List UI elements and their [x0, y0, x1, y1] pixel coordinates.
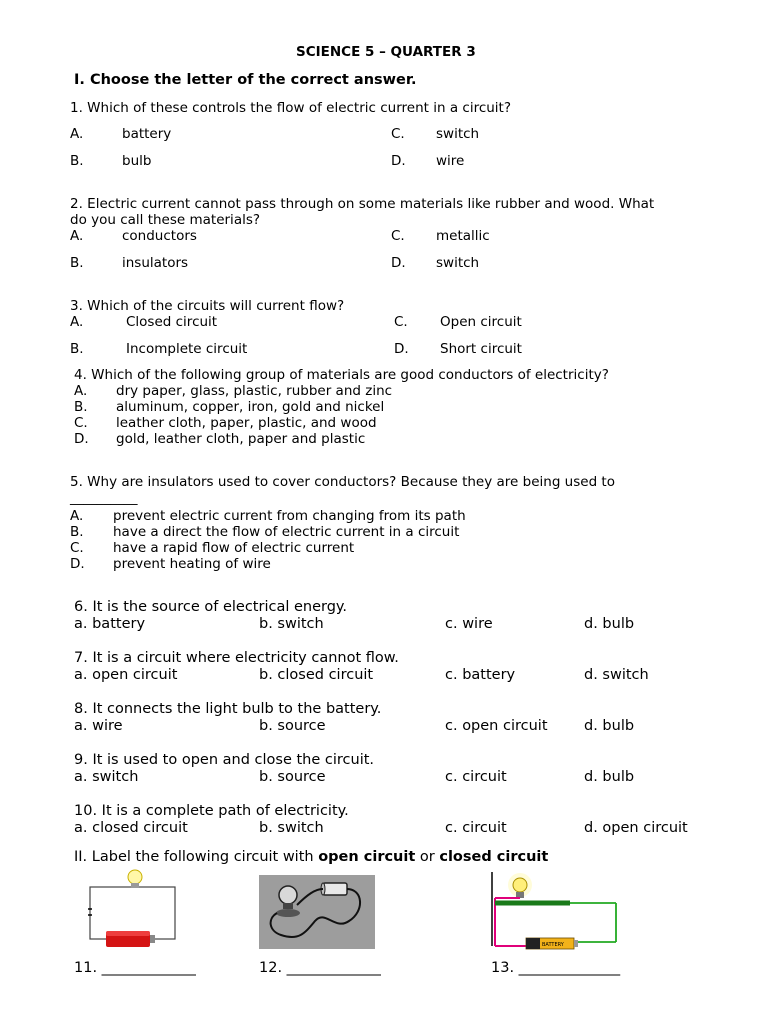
q4-option-b-text: aluminum, copper, iron, gold and nickel [116, 399, 385, 415]
q9-option-a: a. switch [74, 769, 139, 785]
part2-instruction: II. Label the following circuit with open circuit or closed circuit [74, 849, 549, 865]
q7-question: 7. It is a circuit where electricity cannot flow. [74, 650, 399, 666]
battery-icon [106, 931, 155, 947]
q5-option-d-letter: D. [70, 556, 85, 572]
q1-option-d-text: wire [436, 153, 465, 169]
answer-blank-13[interactable]: 13. ______________ [491, 960, 621, 976]
q4-option-a-text: dry paper, glass, plastic, rubber and zinc [116, 383, 393, 399]
q5-option-c-letter: C. [70, 540, 84, 556]
battery-label: BATTERY [542, 942, 564, 948]
answer-blank-11[interactable]: 11. _____________ [74, 960, 196, 976]
q3-option-c-text: Open circuit [440, 314, 522, 330]
q2-option-a-text: conductors [122, 228, 197, 244]
q10-option-a: a. closed circuit [74, 820, 188, 836]
part1-heading: I. Choose the letter of the correct answer. [74, 72, 417, 88]
q9-option-c: c. circuit [445, 769, 507, 785]
q5-option-a-text: prevent electric current from changing from its path [113, 508, 466, 524]
q6-option-a: a. battery [74, 616, 146, 632]
q6-question: 6. It is the source of electrical energy. [74, 599, 348, 615]
circuit-figure-2 [259, 875, 375, 949]
q2-option-a-letter: A. [70, 228, 84, 244]
q5-option-a-letter: A. [70, 508, 84, 524]
q10-option-b: b. switch [259, 820, 324, 836]
battery-icon [321, 883, 347, 895]
q10-option-d: d. open circuit [584, 820, 688, 836]
q2-question-line1: 2. Electric current cannot pass through on some materials like rubber and wood. What [70, 196, 655, 212]
q7-option-b: b. closed circuit [259, 667, 374, 683]
q3-option-c-letter: C. [394, 314, 408, 330]
circuit-figure-3 [490, 870, 620, 950]
q1-question: 1. Which of these controls the flow of electric current in a circuit? [70, 100, 512, 116]
q8-option-b: b. source [259, 718, 326, 734]
q4-option-b-letter: B. [74, 399, 88, 415]
q10-question: 10. It is a complete path of electricity. [74, 803, 349, 819]
q1-option-c-text: switch [436, 126, 480, 142]
q1-option-b-text: bulb [122, 153, 152, 169]
q2-option-c-text: metallic [436, 228, 490, 244]
q2-option-c-letter: C. [391, 228, 405, 244]
q4-option-d-text: gold, leather cloth, paper and plastic [116, 431, 366, 447]
q6-option-d: d. bulb [584, 616, 635, 632]
q3-option-a-letter: A. [70, 314, 84, 330]
q5-option-b-letter: B. [70, 524, 84, 540]
q3-question: 3. Which of the circuits will current flow? [70, 298, 345, 314]
q1-option-c-letter: C. [391, 126, 405, 142]
q10-option-c: c. circuit [445, 820, 507, 836]
bulb-icon [128, 870, 142, 888]
q8-option-c: c. open circuit [445, 718, 548, 734]
q1-option-d-letter: D. [391, 153, 406, 169]
q8-question: 8. It connects the light bulb to the battery. [74, 701, 382, 717]
q3-option-d-letter: D. [394, 341, 409, 357]
q3-option-a-text: Closed circuit [126, 314, 218, 330]
q6-option-b: b. switch [259, 616, 324, 632]
q9-question: 9. It is used to open and close the circuit. [74, 752, 375, 768]
q1-option-a-letter: A. [70, 126, 84, 142]
q2-option-b-text: insulators [122, 255, 189, 271]
q8-option-d: d. bulb [584, 718, 635, 734]
q5-question: 5. Why are insulators used to cover conductors? Because they are being used to [70, 474, 615, 490]
q1-option-b-letter: B. [70, 153, 84, 169]
q5-answer-blank: __________ [70, 490, 138, 506]
q9-option-d: d. bulb [584, 769, 635, 785]
battery-icon [526, 938, 578, 949]
q7-option-d: d. switch [584, 667, 649, 683]
q2-option-d-text: switch [436, 255, 480, 271]
q4-option-d-letter: D. [74, 431, 89, 447]
q7-option-c: c. battery [445, 667, 516, 683]
answer-blank-12[interactable]: 12. _____________ [259, 960, 381, 976]
q3-option-d-text: Short circuit [440, 341, 522, 357]
q6-option-c: c. wire [445, 616, 493, 632]
q5-option-b-text: have a direct the flow of electric current in a circuit [113, 524, 460, 540]
q2-question-line2: do you call these materials? [70, 212, 261, 228]
q4-option-c-letter: C. [74, 415, 88, 431]
q8-option-a: a. wire [74, 718, 123, 734]
q2-option-d-letter: D. [391, 255, 406, 271]
q4-option-a-letter: A. [74, 383, 88, 399]
q4-question: 4. Which of the following group of materials are good conductors of electricity? [74, 367, 609, 383]
page-title: SCIENCE 5 – QUARTER 3 [296, 44, 476, 60]
q9-option-b: b. source [259, 769, 326, 785]
q4-option-c-text: leather cloth, paper, plastic, and wood [116, 415, 377, 431]
q1-option-a-text: battery [122, 126, 172, 142]
q3-option-b-letter: B. [70, 341, 84, 357]
q2-option-b-letter: B. [70, 255, 84, 271]
q5-option-c-text: have a rapid flow of electric current [113, 540, 355, 556]
q5-option-d-text: prevent heating of wire [113, 556, 271, 572]
circuit-figure-1 [82, 867, 182, 953]
bulb-icon [508, 873, 532, 898]
q3-option-b-text: Incomplete circuit [126, 341, 248, 357]
q7-option-a: a. open circuit [74, 667, 178, 683]
